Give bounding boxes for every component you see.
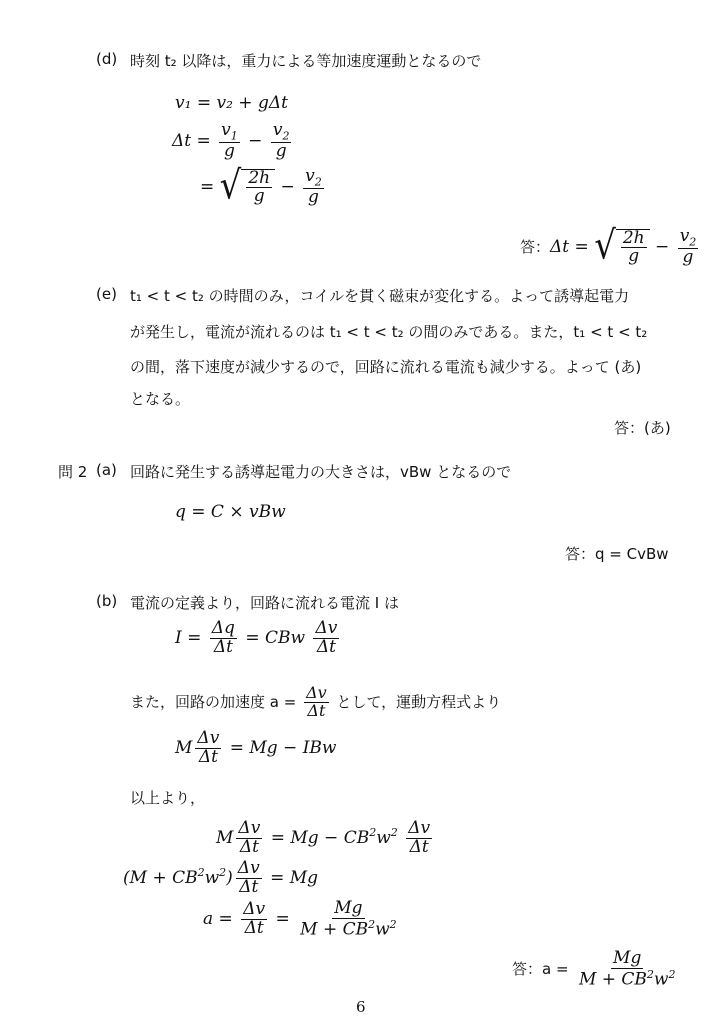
q2-b-label: (b) bbox=[96, 592, 118, 610]
part-d-text: 時刻 t₂ 以降は，重力による等加速度運動となるので bbox=[130, 52, 482, 70]
q2-a-label: (a) bbox=[96, 461, 117, 479]
answer-a: 答：q = CvBw bbox=[565, 545, 669, 563]
eq-b-3: M $\frac{\Delta v}{\Delta t}$ = $Mg - CB^2w^2$ $\frac{\Delta v}{\Delta t}$ bbox=[216, 818, 431, 857]
answer-d: 答：Δt = √ $\frac{2h}{g}$ − $\frac{v_2}{g}$ bbox=[520, 222, 697, 269]
q2-b-text3: 以上より， bbox=[130, 789, 206, 807]
answer-e: 答：(あ) bbox=[614, 419, 671, 437]
answer-b: 答：a = $\frac{Mg}{M + CB^2w^2}$ bbox=[512, 948, 676, 990]
part-d-label: (d) bbox=[96, 50, 118, 68]
q2-label: 問 2 bbox=[58, 463, 88, 481]
part-e-label: (e) bbox=[96, 285, 117, 303]
part-e-line4: となる。 bbox=[130, 390, 191, 408]
page-number: 6 bbox=[356, 998, 366, 1016]
part-e-line2: が発生し，電流が流れるのは t₁ < t < t₂ の間のみである。また，t₁ < t < t₂ bbox=[130, 323, 648, 341]
part-e-line3: の間，落下速度が減少するので，回路に流れる電流も減少する。よって (あ) bbox=[130, 358, 642, 376]
eq-b-2: M $\frac{\Delta v}{\Delta t}$ = Mg − IBw bbox=[175, 728, 337, 767]
eq-d-2: Δt = $\frac{v_1}{g}$ − $\frac{v_2}{g}$ bbox=[172, 120, 290, 161]
eq-b-4: $(M + CB^2w^2)$ $\frac{\Delta v}{\Delta t}$ = Mg bbox=[123, 858, 319, 897]
eq-b-1: I = $\frac{\Delta q}{\Delta t}$ = CBw $\frac{\Delta v}{\Delta t}$ bbox=[175, 618, 338, 657]
q2-b-text: 電流の定義より，回路に流れる電流 I は bbox=[130, 594, 399, 612]
eq-a: q = C × vBw bbox=[175, 502, 286, 522]
eq-d-3: = √ $\frac{2h}{g}$ − $\frac{v_2}{g}$ bbox=[200, 162, 322, 209]
q2-a-text: 回路に発生する誘導起電力の大きさは，vBw となるので bbox=[130, 463, 512, 481]
part-e-line1: t₁ < t < t₂ の時間のみ，コイルを貫く磁束が変化する。よって誘導起電力 bbox=[130, 287, 630, 305]
q2-b-text2: また，回路の加速度 a = $\frac{\Delta v}{\Delta t}$ として，運動方程式より bbox=[130, 683, 502, 720]
eq-d-1: v₁ = v₂ + gΔt bbox=[175, 93, 288, 113]
eq-b-5: a = $\frac{\Delta v}{\Delta t}$ = $\frac{Mg}{M + CB^2w^2}$ bbox=[203, 898, 397, 940]
